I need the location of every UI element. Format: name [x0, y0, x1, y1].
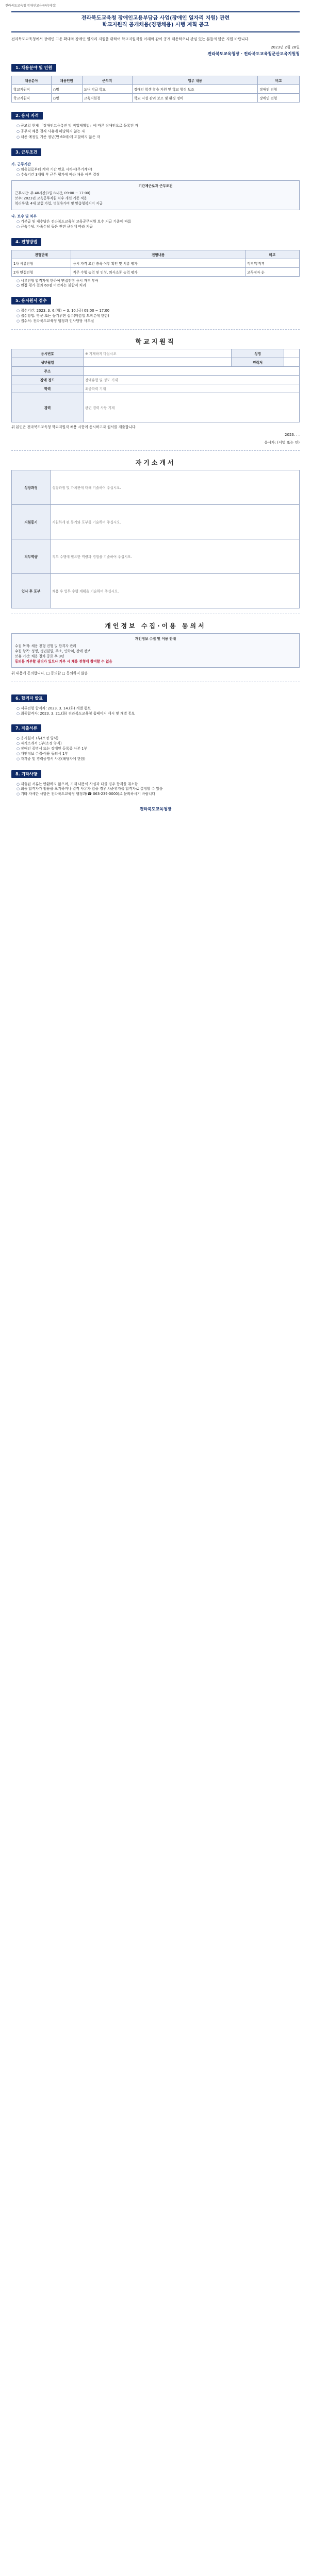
list-item: ○ 공고일 현재 「장애인고용촉진 및 직업재활법」에 따른 장애인으로 등록된 자 [17, 124, 300, 129]
growth-value[interactable]: 성장과정 및 가치관에 대해 기술하여 주십시오. [51, 470, 300, 505]
announce-list [17, 706, 300, 717]
misc-list [17, 782, 300, 798]
list-item: ○ 면접 평가 결과 60점 미만자는 불합격 처리 [17, 283, 300, 289]
cell: 학교지원직 [12, 85, 52, 94]
self-intro-form [11, 470, 300, 608]
th-motivation: 지원동기 [12, 505, 51, 539]
form-2-title: 자기소개서 [135, 459, 176, 467]
cell: 적격/부적격 [245, 259, 299, 267]
list-item: ○ 기본급 및 제수당은 전라북도교육청 교육공무직원 보수 지급 기준에 따름 [17, 219, 300, 225]
sign-name: 응시자: (서명 또는 인) [264, 440, 300, 445]
application-list [17, 309, 300, 324]
pay-list [17, 219, 300, 230]
section-2-heading: 2. 응시 자격 [11, 112, 43, 120]
cell: 도내 각급 학교 [82, 85, 132, 94]
phone-value[interactable] [284, 358, 300, 366]
education-value[interactable]: 최종학력 기재 [83, 384, 299, 393]
box-line: 동의를 거부할 권리가 있으나 거부 시 채용 전형에 참여할 수 없음 [15, 659, 112, 664]
list-item: ○ 응시원서 1부(소정 양식) [17, 736, 300, 741]
th-place: 근무지 [82, 76, 132, 85]
competency-value[interactable]: 직무 수행에 필요한 역량과 경험을 기술하여 주십시오. [51, 539, 300, 574]
box-line: 보수: 2023년 교육공무직원 처우 개선 기준 적용 [15, 196, 87, 201]
table-row [12, 267, 300, 276]
cell: 학교 시설 관리 보조 및 환경 정비 [132, 94, 257, 103]
table-row [12, 94, 300, 103]
cell: ○명 [51, 94, 82, 103]
list-item: ○ 서류전형 합격자에 한하여 면접전형 응시 자격 부여 [17, 279, 300, 284]
header-note: 전라북도교육청 장애인고용공단(예정) [5, 4, 57, 8]
intro-text: 전라북도교육청에서 장애인 고용 확대와 장애인 일자리 지원을 위하여 학교지원직을 아래와 같이 공개 채용하오니 관심 있는 분들의 많은 지원 바랍니다. [11, 37, 250, 41]
th-disability: 장애 정도 [12, 375, 84, 384]
conditions-box [11, 180, 300, 210]
qualification-list [17, 124, 300, 140]
name-value[interactable] [284, 349, 300, 358]
cell: 2차 면접전형 [12, 267, 71, 276]
list-item: ○ 접수처: 전라북도교육청 행정과 인사담당 사무실 [17, 319, 300, 324]
section-8-heading: 8. 기타사항 [11, 770, 41, 778]
application-form [11, 349, 300, 422]
th-remark: 비고 [245, 250, 299, 259]
section-3-heading: 3. 근무조건 [11, 148, 41, 156]
consent-checkbox-line[interactable]: 위 내용에 동의합니다. □ 동의함 □ 동의하지 않음 [11, 671, 88, 676]
section-1-heading: 1. 채용분야 및 인원 [11, 64, 56, 72]
form-1-title: 학교지원직 [135, 337, 176, 345]
document [11, 11, 300, 2576]
cell: 장애인 전형 [258, 85, 300, 94]
title-box [11, 11, 300, 32]
box-line: 보유 기간: 채용 절차 종료 후 3년 [15, 654, 64, 658]
th-birth: 생년월일 [12, 358, 84, 366]
list-item: ○ 기타 자세한 사항은 전라북도교육청 행정과(☎ 063-239-0000)로 문의하시기 바랍니다 [17, 792, 300, 797]
positions-table [11, 76, 300, 103]
list-item: ○ 접수기간: 2023. 3. 6.(월) ~ 3. 10.(금) 09:00 ~ 17:00 [17, 309, 300, 314]
footer-issuer: 전라북도교육청장 [139, 807, 172, 812]
cell: 장애인 전형 [258, 94, 300, 103]
list-item: ○ 수습기간 3개월 후 근무 평가에 따라 채용 여부 결정 [17, 173, 300, 178]
cell: 고득점자 순 [245, 267, 299, 276]
th-field: 채용분야 [12, 76, 52, 85]
section-4-heading: 4. 전형방법 [11, 238, 41, 246]
date: 2023년 2월 28일 [271, 45, 300, 50]
list-item: ○ 개인정보 수집·이용 동의서 1부 [17, 752, 300, 757]
th-aspiration: 입사 후 포부 [12, 574, 51, 608]
cell: 1차 서류전형 [12, 259, 71, 267]
th-duty: 업무 내용 [132, 76, 257, 85]
section-6-heading: 6. 합격자 발표 [11, 694, 47, 702]
disability-value[interactable]: 장애유형 및 정도 기재 [83, 375, 299, 384]
th-note: 비고 [258, 76, 300, 85]
aspiration-value[interactable]: 채용 후 업무 수행 계획을 기술하여 주십시오. [51, 574, 300, 608]
list-item: ○ 최종 합격자가 임용을 포기하거나 결격 사유가 있을 경우 차순위자를 합격자로 결정할 수 있음 [17, 787, 300, 792]
box-title: 기간제근로자 근무조건 [138, 184, 173, 189]
issuer: 전라북도교육청장 · 전라북도교육청군산교육지원청 [207, 52, 300, 57]
app-no-value: ※ 기재하지 마십시오 [83, 349, 231, 358]
box-line: 복리후생: 4대 보험 가입, 명절휴가비 및 맞춤형복지비 지급 [15, 201, 103, 206]
th-address: 주소 [12, 366, 84, 375]
list-item: ○ 자격증 및 경력증명서 사본(해당자에 한함) [17, 757, 300, 762]
box-line: 근무시간: 주 40시간(1일 8시간, 09:00 ~ 17:00) [15, 191, 91, 196]
list-item: ○ 장애인 증명서 또는 장애인 등록증 사본 1부 [17, 747, 300, 752]
cell: 장애인 학생 학습 지원 및 학교 행정 보조 [132, 85, 257, 94]
term-list [17, 167, 300, 178]
box-title: 개인정보 수집 및 이용 안내 [135, 637, 176, 641]
title-line-2: 학교지원직 공개채용(경쟁채용) 시행 계획 공고 [102, 22, 209, 28]
divider [11, 329, 300, 330]
cell: 교육지원청 [82, 94, 132, 103]
section-7-heading: 7. 제출서류 [11, 724, 41, 732]
subheading: 가. 근무기간 [11, 162, 31, 166]
th-name: 성명 [231, 349, 284, 358]
divider [11, 450, 300, 451]
screening-table [11, 250, 300, 277]
th-app-no: 응시번호 [12, 349, 84, 358]
pledge-text: 위 본인은 전라북도교육청 학교지원직 채용 시험에 응시하고자 원서를 제출합니다. [11, 425, 137, 429]
subheading: 나. 보수 및 처우 [11, 214, 37, 218]
form-3-title: 개인정보 수집·이용 동의서 [105, 622, 206, 630]
title-line-1: 전라북도교육청 장애인고용부담금 사업(장애인 일자리 지원) 관련 [81, 15, 230, 21]
cell: 응시 자격 요건 충족 여부 확인 및 서류 평가 [71, 259, 245, 267]
sign-date: 2023. . . [285, 433, 300, 437]
table-row [12, 259, 300, 267]
address-value[interactable] [83, 366, 299, 375]
th-growth: 성장과정 [12, 470, 51, 505]
birth-value[interactable] [83, 358, 231, 366]
box-line: 수집 항목: 성명, 생년월일, 주소, 연락처, 장애 정보 [15, 649, 91, 653]
th-competency: 직무역량 [12, 539, 51, 574]
table-row [12, 85, 300, 94]
th-education: 학력 [12, 384, 84, 393]
th-count: 채용인원 [51, 76, 82, 85]
screening-notes [17, 279, 300, 289]
motivation-value[interactable]: 지원하게 된 동기와 포부를 기술하여 주십시오. [51, 505, 300, 539]
list-item: ○ 채용 예정일 기준 정년(만 60세)에 도달하지 않은 자 [17, 135, 300, 140]
th-career: 경력 [12, 393, 84, 422]
list-item: ○ 임용일로부터 계약 기간 만료 시까지(무기계약) [17, 167, 300, 173]
th-stage: 전형단계 [12, 250, 71, 259]
privacy-box [11, 633, 300, 668]
box-line: 수집 목적: 채용 전형 진행 및 합격자 관리 [15, 643, 76, 648]
list-item: ○ 서류전형 합격자: 2023. 3. 14.(화) 개별 통보 [17, 706, 300, 711]
list-item: ○ 접수방법: 방문 또는 등기우편 접수(마감일 도착분에 한함) [17, 314, 300, 319]
list-item: ○ 근속수당, 가족수당 등은 관련 규정에 따라 지급 [17, 225, 300, 230]
list-item: ○ 제출된 서류는 반환하지 않으며, 기재 내용이 사실과 다를 경우 합격을 취소함 [17, 782, 300, 787]
cell: 학교지원직 [12, 94, 52, 103]
th-phone: 연락처 [231, 358, 284, 366]
documents-list [17, 736, 300, 761]
cell: ○명 [51, 85, 82, 94]
section-5-heading: 5. 응시원서 접수 [11, 297, 51, 304]
list-item: ○ 공무직 채용 결격 사유에 해당하지 않는 자 [17, 129, 300, 134]
list-item: ○ 최종합격자: 2023. 3. 21.(화) 전라북도교육청 홈페이지 게시 및 개별 통보 [17, 711, 300, 717]
cell: 직무 수행 능력 및 인성, 의사소통 능력 평가 [71, 267, 245, 276]
th-content: 전형내용 [71, 250, 245, 259]
list-item: ○ 자기소개서 1부(소정 양식) [17, 741, 300, 747]
career-value[interactable]: 관련 경력 사항 기재 [83, 393, 299, 422]
